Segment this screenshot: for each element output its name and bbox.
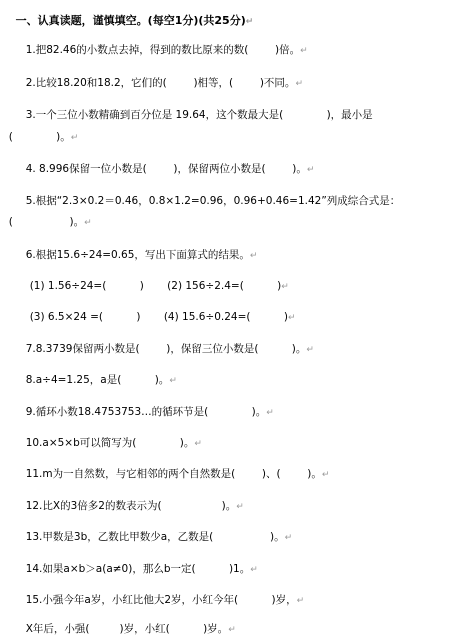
paragraph-mark-icon: ↵ xyxy=(306,165,315,175)
question-2: 2.比较18.20和18.2，它们的( )相等，( )不同。 xyxy=(25,77,296,89)
question-7: 7.8.3739保留两小数是( )，保留三位小数是( )。 xyxy=(25,343,307,355)
paragraph-mark-icon: ↵ xyxy=(70,133,79,143)
question-9: 9.循环小数18.4753753…的循环节是( )。 xyxy=(25,406,267,418)
paragraph-mark-icon: ↵ xyxy=(236,502,244,512)
paragraph-mark-icon: ↵ xyxy=(287,313,296,323)
question-5: 5.根据“2.3×0.2＝0.46，0.8×1.2=0.96，0.96+0.46=1.42”列成综合式是： xyxy=(25,195,401,207)
paragraph-mark-icon: ↵ xyxy=(284,533,293,543)
paragraph-mark-icon: ↵ xyxy=(266,408,274,418)
question-3-continued: ( )。 xyxy=(8,131,71,143)
paragraph-mark-icon: ↵ xyxy=(295,79,303,89)
paragraph-mark-icon: ↵ xyxy=(84,218,92,228)
question-6: 6.根据15.6÷24=0.65，写出下面算式的结果。 xyxy=(25,249,250,261)
paragraph-mark-icon: ↵ xyxy=(300,46,308,56)
question-4: 4. 8.996保留一位小数是( )，保留两位小数是( )。 xyxy=(25,163,307,175)
paragraph-mark-icon: ↵ xyxy=(296,596,305,606)
question-6-parts-1-2: (1) 1.56÷24=( ) (2) 156÷2.4=( ) xyxy=(29,280,282,292)
paragraph-mark-icon: ↵ xyxy=(250,565,258,575)
question-8: 8.a÷4=1.25，a是( )。 xyxy=(25,374,170,386)
question-11: 11.m为一自然数，与它相邻的两个自然数是( )、( )。 xyxy=(25,468,322,480)
paragraph-mark-icon: ↵ xyxy=(321,470,330,480)
question-15-continued: X年后，小强( )岁，小红( )岁。 xyxy=(25,623,229,635)
question-6-parts-3-4: (3) 6.5×24 =( ) (4) 15.6÷0.24=( ) xyxy=(29,311,288,323)
paragraph-mark-icon: ↵ xyxy=(228,625,236,635)
question-1: 1.把82.46的小数点去掉，得到的数比原来的数( )倍。 xyxy=(25,44,301,56)
question-3: 3.一个三位小数精确到百分位是 19.64，这个数最大是( )，最小是 xyxy=(25,109,373,121)
paragraph-mark-icon: ↵ xyxy=(281,282,289,292)
paragraph-mark-icon: ↵ xyxy=(169,376,177,386)
paragraph-mark-icon: ↵ xyxy=(194,439,202,449)
paragraph-mark-icon: ↵ xyxy=(306,345,314,355)
question-10: 10.a×5×b可以简写为( )。 xyxy=(25,437,195,449)
question-15: 15.小强今年a岁，小红比他大2岁，小红今年( )岁， xyxy=(25,594,297,606)
section-heading: 一、认真读题，谨慎填空。(每空1分)(共25分) xyxy=(15,14,246,27)
paragraph-mark-icon: ↵ xyxy=(245,17,254,27)
question-12: 12.比X的3倍多2的数表示为( )。 xyxy=(25,500,237,512)
question-14: 14.如果a×b＞a(a≠0)，那么b一定( )1。 xyxy=(25,563,251,575)
question-13: 13.甲数是3b，乙数比甲数少a，乙数是( )。 xyxy=(25,531,285,543)
question-5-continued: ( )。 xyxy=(8,216,85,228)
paragraph-mark-icon: ↵ xyxy=(249,251,258,261)
